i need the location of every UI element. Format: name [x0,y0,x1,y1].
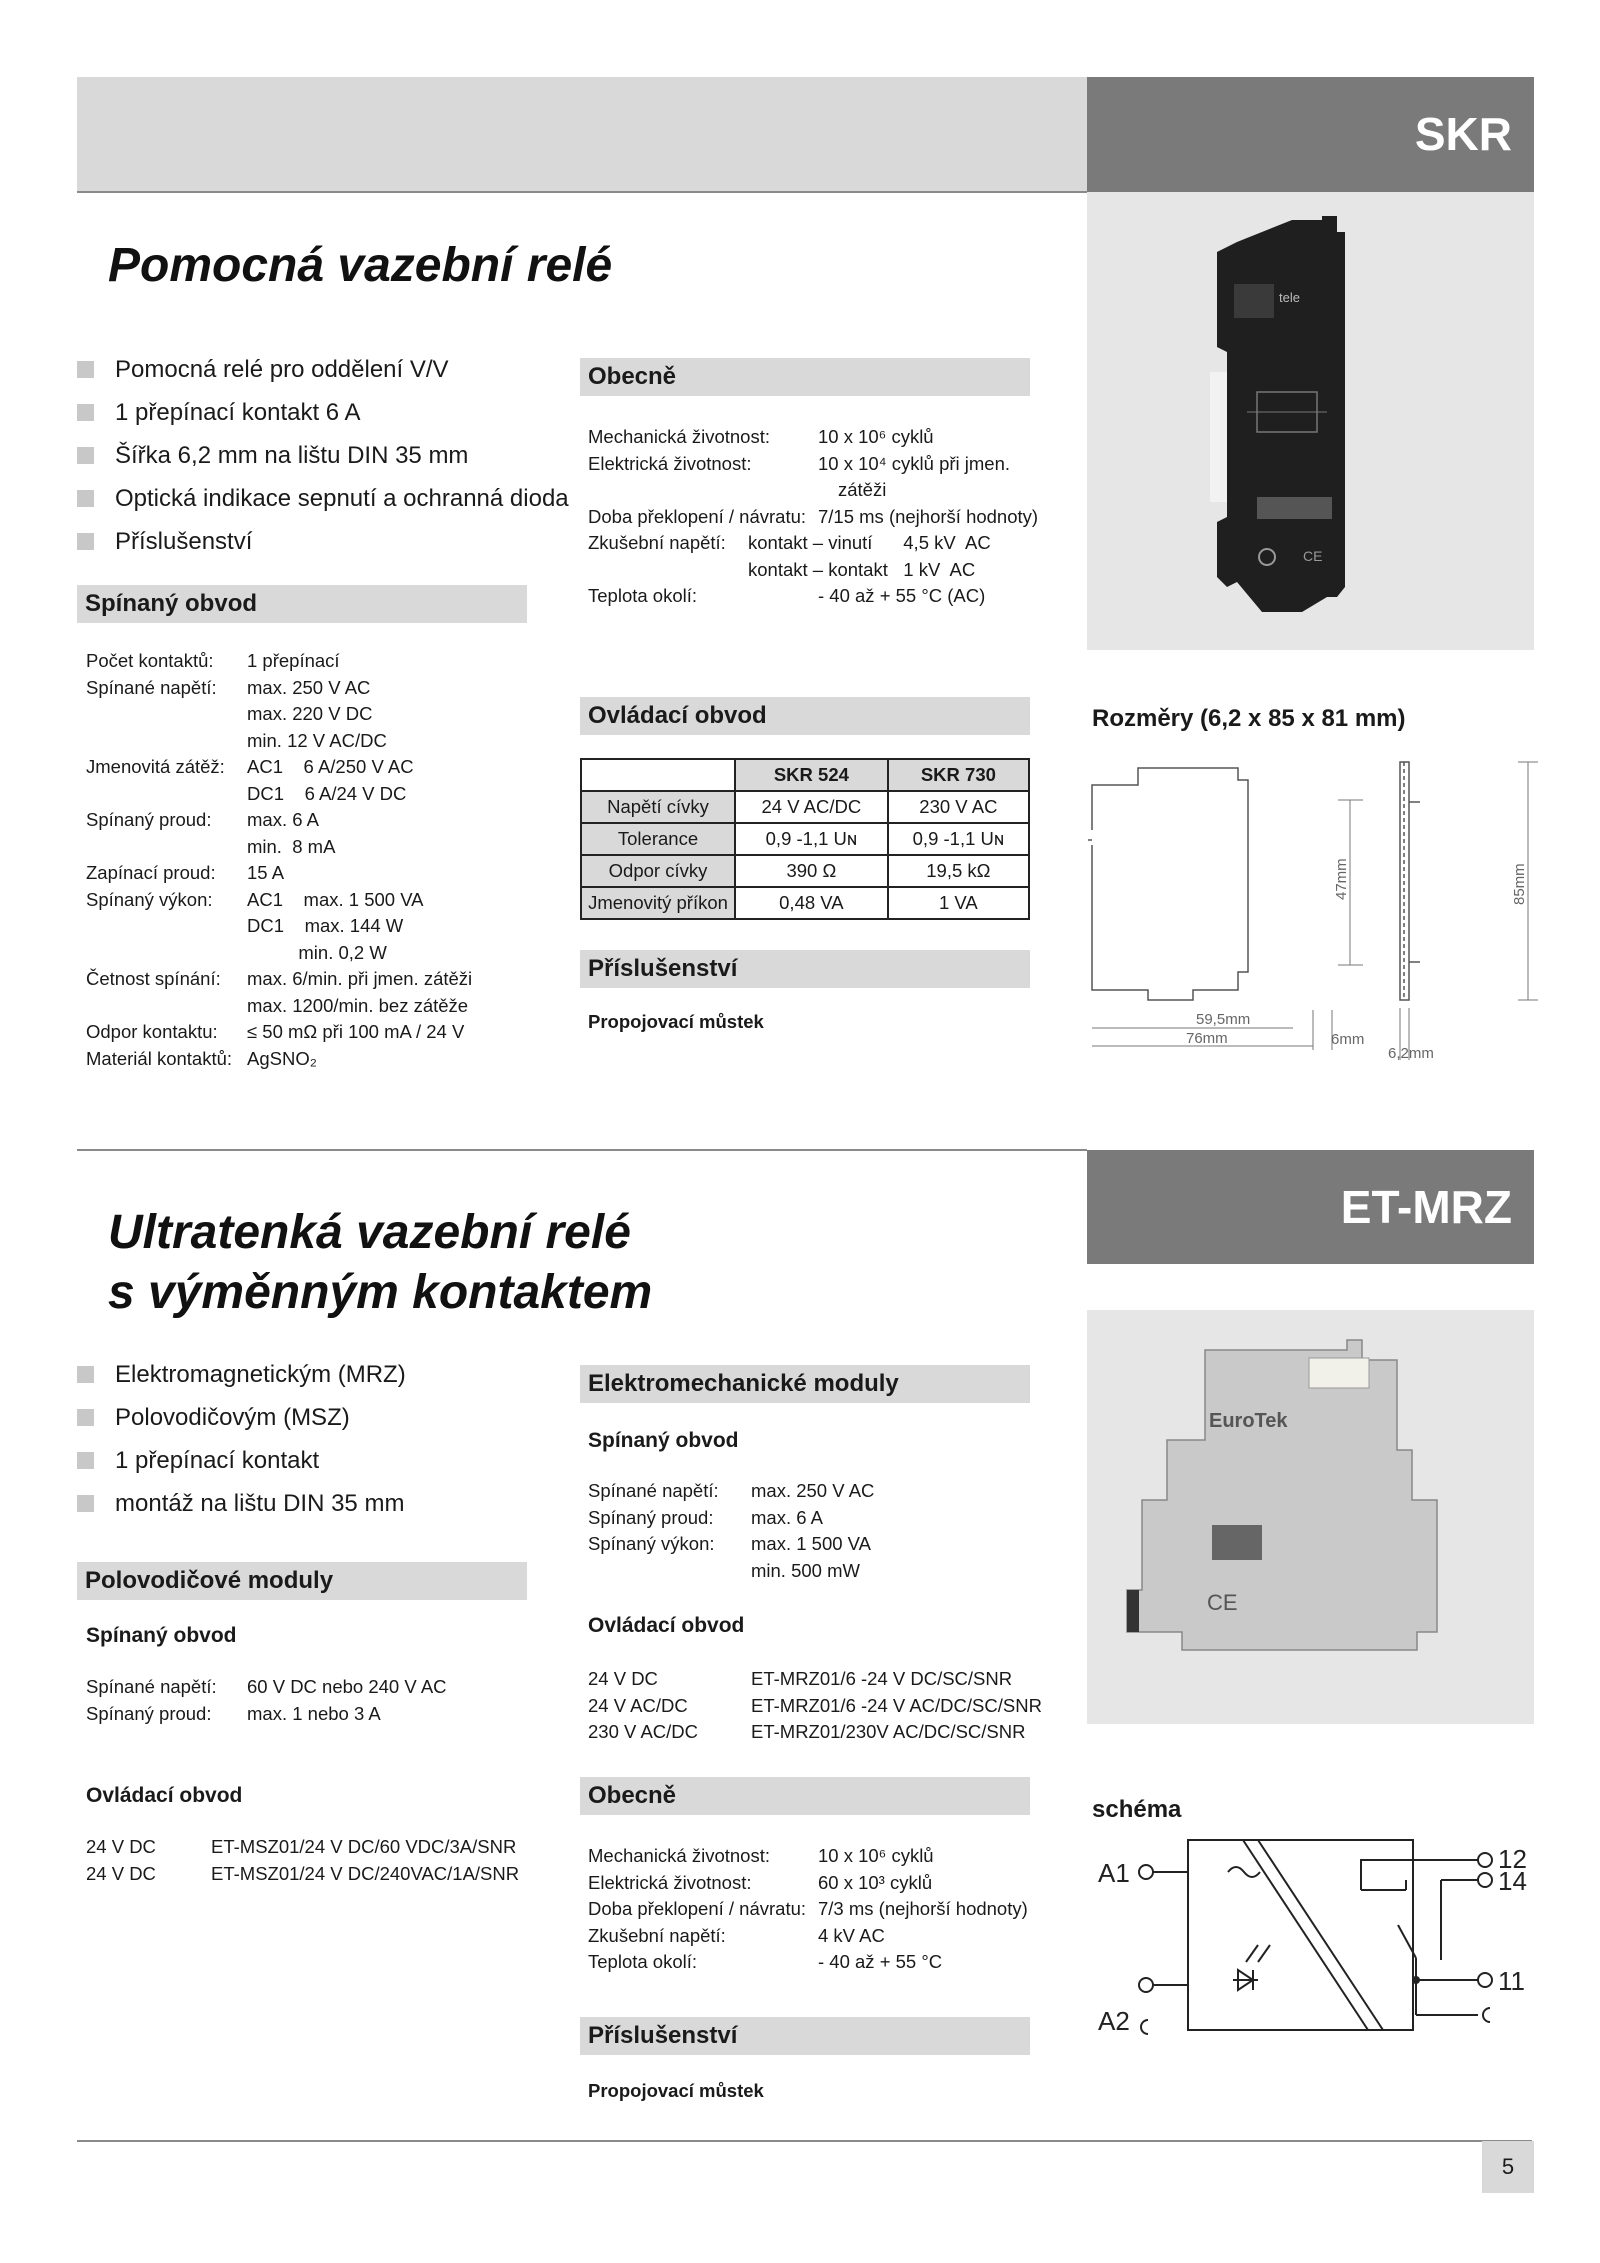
etmrz-title-line1: Ultratenká vazební relé [108,1206,631,1259]
etmrz-semi-control-sub: Ovládací obvod [86,1784,243,1807]
skr-product-code: SKR [1087,77,1534,192]
list-item: Pomocná relé pro oddělení V/V [77,348,577,391]
etmrz-relay-image [1087,1310,1534,1724]
skr-dimensions-title: Rozměry (6,2 x 85 x 81 mm) [1092,705,1406,732]
skr-header-rule [77,191,1087,193]
list-item: Polovodičovým (MSZ) [77,1396,557,1439]
list-item: Šířka 6,2 mm na lištu DIN 35 mm [77,434,577,477]
table-cell: 1 VA [888,887,1029,919]
etmrz-general-heading: Obecně [580,1777,1030,1815]
list-item: Elektromagnetickým (MRZ) [77,1353,557,1396]
table-cell: 24 V AC/DC [735,791,888,823]
table-cell: 19,5 kΩ [888,855,1029,887]
dim-label-width-76: 76mm [1186,1030,1228,1047]
dim-label-47: 47mm [1333,858,1350,900]
table-row [581,855,1029,887]
schema-label-a2: A2 [1098,2006,1130,2036]
svg-text:CE: CE [1207,1590,1238,1615]
etmrz-em-control-sub: Ovládací obvod [588,1614,745,1637]
etmrz-title-line2: s výměnným kontaktem [108,1266,653,1319]
skr-accessories-item: Propojovací můstek [588,1011,764,1032]
skr-feature-list [77,348,577,563]
schema-label-a1: A1 [1098,1858,1130,1888]
dim-label-62: 6,2mm [1388,1045,1434,1062]
etmrz-electromech-heading: Elektromechanické moduly [580,1365,1030,1403]
table-row [581,823,1029,855]
table-cell: Odpor cívky [581,855,735,887]
etmrz-em-switch-sub: Spínaný obvod [588,1429,739,1452]
etmrz-semi-switch-sub: Spínaný obvod [86,1624,237,1647]
list-item: 1 přepínací kontakt [77,1439,557,1482]
table-cell: 0,48 VA [735,887,888,919]
list-item: 1 přepínací kontakt 6 A [77,391,577,434]
svg-text:tele: tele [1279,290,1300,305]
table-cell: Jmenovitý příkon [581,887,735,919]
etmrz-accessories-heading: Příslušenství [580,2017,1030,2055]
dim-label-6: 6mm [1331,1031,1365,1048]
etmrz-em-switch-specs: Spínané napětí: max. 250 V AC Spínaný proud: max. 6 A Spínaný výkon: max. 1 500 VA min. 500 mW [588,1480,875,1581]
table-row [581,791,1029,823]
table-cell: 230 V AC [888,791,1029,823]
list-item: Příslušenství [77,520,577,563]
etmrz-em-control-specs: 24 V DC ET-MRZ01/6 -24 V DC/SC/SNR 24 V AC/DC ET-MRZ01/6 -24 V AC/DC/SC/SNR 230 V AC/DC ET-MRZ01/230V AC/DC/SC/SNR [588,1668,1042,1742]
skr-product-photo [1087,192,1534,650]
dim-label-85: 85mm [1511,863,1528,905]
etmrz-accessories-item: Propojovací můstek [588,2080,764,2101]
skr-switching-heading: Spínaný obvod [77,585,527,623]
table-cell: Tolerance [581,823,735,855]
etmrz-schema-diagram [1088,1830,1538,2040]
etmrz-product-photo [1087,1310,1534,1724]
schema-label-11: 11 [1498,1966,1525,1996]
svg-text:CE: CE [1303,548,1323,564]
table-cell: 0,9 -1,1 Uɴ [735,823,888,855]
table-header: SKR 524 [735,759,888,791]
etmrz-top-rule [77,1149,1087,1151]
skr-header-bar [77,77,1087,192]
svg-text:EuroTek: EuroTek [1209,1410,1288,1432]
table-cell: 0,9 -1,1 Uɴ [888,823,1029,855]
table-cell: 390 Ω [735,855,888,887]
table-cell [581,759,735,791]
schema-label-14: 14 [1498,1866,1527,1896]
page-number: 5 [1482,2141,1534,2193]
dim-label-width-595: 59,5mm [1196,1011,1251,1028]
skr-control-heading: Ovládací obvod [580,697,1030,735]
schema-label-12: 12 [1498,1844,1527,1874]
skr-accessories-heading: Příslušenství [580,950,1030,988]
etmrz-general-specs: Mechanická životnost: 10 x 10⁶ cyklů Elektrická životnost: 60 x 10³ cyklů Doba překlopení / návratu: 7/3 ms (nejhorší hodnoty) Zkušební napětí: 4 kV AC Teplota okolí: - 40 až + 55 °C [588,1845,1028,1972]
table-row [581,887,1029,919]
etmrz-semi-control-specs: 24 V DC ET-MSZ01/24 V DC/60 VDC/3A/SNR 24 V DC ET-MSZ01/24 V DC/240VAC/1A/SNR [86,1836,520,1884]
etmrz-schema-title: schéma [1092,1796,1182,1823]
footer-rule [77,2140,1532,2142]
etmrz-semiconductor-heading: Polovodičové moduly [77,1562,527,1600]
skr-switching-specs: Počet kontaktů: 1 přepínací Spínané napětí: max. 250 V AC max. 220 V DC min. 12 V AC/DC Jmenovitá zátěž: AC1 6 A/250 V AC DC1 6 A/24 V DC Spínaný proud: max. 6 A min. 8 mA Zapínací proud: 15 A Spínaný výkon: AC1 max. 1 500 VA DC1 max. 144 W min. 0,2 W Četnost spínání: max. 6/min. při jmen. zátěži max. 1200/min. bez zátěže Odpor kontaktu: ≤ 50 mΩ při 100 mA / 24 V Materiál kontaktů: AgSNO₂ [86,650,473,1069]
etmrz-product-code: ET-MRZ [1087,1150,1534,1264]
skr-general-specs: Mechanická životnost: 10 x 10⁶ cyklů Elektrická životnost: 10 x 10⁴ cyklů při jmen. zátěži Doba překlopení / návratu: 7/15 ms (nejhorší hodnoty) Zkušební napětí: kontakt – vinutí 4,5 kV AC kontakt – kontakt 1 kV AC Teplota okolí: - 40 až + 55 °C (AC) [588,426,1039,606]
etmrz-feature-list [77,1353,557,1525]
list-item: Optická indikace sepnutí a ochranná dioda [77,477,577,520]
etmrz-semi-switch-specs: Spínané napětí: 60 V DC nebo 240 V AC Spínaný proud: max. 1 nebo 3 A [86,1676,447,1724]
skr-dimension-drawing [1088,750,1538,1070]
table-row [581,759,1029,791]
table-cell: Napětí cívky [581,791,735,823]
skr-general-heading: Obecně [580,358,1030,396]
skr-title: Pomocná vazební relé [108,239,613,292]
skr-coil-table [580,758,1030,920]
list-item: montáž na lištu DIN 35 mm [77,1482,557,1525]
skr-relay-image [1087,192,1534,650]
table-header: SKR 730 [888,759,1029,791]
